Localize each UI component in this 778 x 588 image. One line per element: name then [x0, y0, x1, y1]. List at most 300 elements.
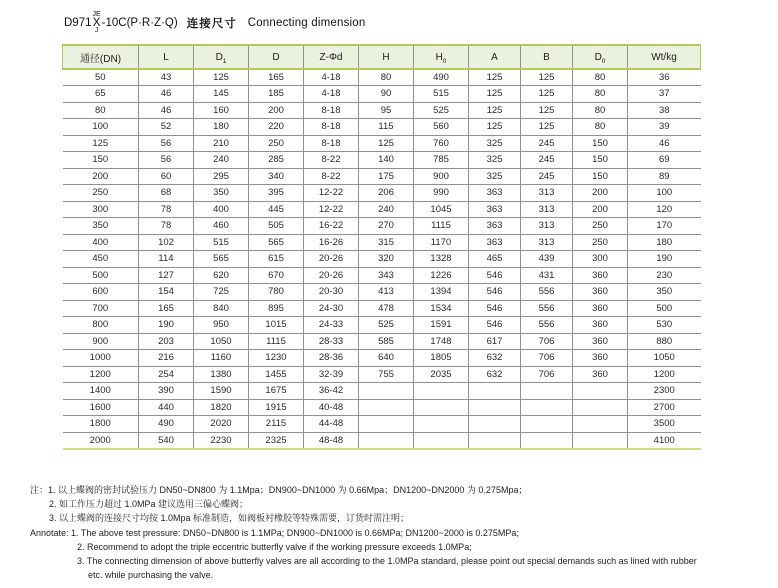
table-cell: 200 [63, 168, 139, 185]
table-row [63, 317, 701, 334]
table-cell: 515 [194, 234, 249, 251]
table-row [63, 86, 701, 103]
table-cell: 80 [573, 119, 628, 136]
table-cell: 100 [628, 185, 701, 202]
table-cell: 1590 [194, 383, 249, 400]
table-cell: 125 [469, 119, 521, 136]
table-cell: 165 [139, 300, 194, 317]
table-cell [469, 399, 521, 416]
table-cell: 1534 [414, 300, 469, 317]
table-cell: 706 [521, 333, 573, 350]
column-header: Z-Φd [304, 45, 359, 69]
table-cell: 125 [521, 119, 573, 136]
table-cell: 80 [63, 102, 139, 119]
table-cell [359, 383, 414, 400]
table-cell: 220 [249, 119, 304, 136]
table-cell: 325 [469, 152, 521, 169]
table-cell: 48-48 [304, 432, 359, 449]
table-cell: 1015 [249, 317, 304, 334]
table-cell: 102 [139, 234, 194, 251]
table-cell: 125 [469, 86, 521, 103]
note-line: 注：1. 以上蝶阀的密封试验压力 DN50~DN800 为 1.1Mpa；DN900~DN1000 为 0.66Mpa；DN1200~DN2000 为 0.275Mpa； [30, 485, 528, 495]
table-cell: 210 [194, 135, 249, 152]
table-cell [414, 432, 469, 449]
table-cell: 515 [414, 86, 469, 103]
table-cell: 1400 [63, 383, 139, 400]
table-cell: 203 [139, 333, 194, 350]
table-cell: 1915 [249, 399, 304, 416]
table-cell: 556 [521, 284, 573, 301]
table-cell: 115 [359, 119, 414, 136]
table-cell: 145 [194, 86, 249, 103]
table-cell: 46 [139, 86, 194, 103]
table-cell: 700 [63, 300, 139, 317]
table-cell: 175 [359, 168, 414, 185]
table-cell: 8-18 [304, 119, 359, 136]
table-cell: 565 [194, 251, 249, 268]
table-cell: 2020 [194, 416, 249, 433]
table-cell: 363 [469, 218, 521, 235]
table-cell: 127 [139, 267, 194, 284]
note-line: Annotate: 1. The above test pressure: DN50~DN800 is 1.1MPa; DN900~DN1000 is 0.66MPa; DN1200~2000 is 0.275MPa; [30, 527, 519, 538]
column-header: B [521, 45, 573, 69]
table-cell: 125 [521, 86, 573, 103]
table-cell: 150 [573, 135, 628, 152]
table-row [63, 135, 701, 152]
table-cell: 1591 [414, 317, 469, 334]
table-cell: 125 [521, 102, 573, 119]
table-cell: 350 [194, 185, 249, 202]
table-cell: 500 [628, 300, 701, 317]
table-cell: 20-30 [304, 284, 359, 301]
table-cell: 500 [63, 267, 139, 284]
column-header: $D_1$ [194, 45, 249, 69]
table-cell: 245 [521, 135, 573, 152]
table-cell: 185 [249, 86, 304, 103]
table-cell: 1000 [63, 350, 139, 367]
table-cell: 1045 [414, 201, 469, 218]
table-cell [359, 416, 414, 433]
page-title [64, 6, 366, 40]
table-cell: 490 [139, 416, 194, 433]
table-cell: 525 [359, 317, 414, 334]
table-cell: 245 [521, 152, 573, 169]
table-cell: 1328 [414, 251, 469, 268]
table-cell: 160 [194, 102, 249, 119]
table-cell: 95 [359, 102, 414, 119]
table-cell: 4-18 [304, 86, 359, 103]
table-row [63, 350, 701, 367]
table-cell: 60 [139, 168, 194, 185]
table-cell: 1455 [249, 366, 304, 383]
table-row [63, 218, 701, 235]
table-cell: 80 [573, 69, 628, 86]
table-cell: 395 [249, 185, 304, 202]
table-cell [359, 399, 414, 416]
table-cell [573, 383, 628, 400]
column-header: H [359, 45, 414, 69]
table-cell: 250 [249, 135, 304, 152]
table-cell: 900 [63, 333, 139, 350]
table-cell: 1748 [414, 333, 469, 350]
table-cell: 24-30 [304, 300, 359, 317]
table-cell: 706 [521, 350, 573, 367]
table-cell [469, 383, 521, 400]
table-cell: 450 [63, 251, 139, 268]
table-cell: 525 [414, 102, 469, 119]
table-cell: 360 [573, 267, 628, 284]
table-cell: 325 [469, 135, 521, 152]
table-row [63, 102, 701, 119]
table-cell: 125 [63, 135, 139, 152]
table-cell: 16-22 [304, 218, 359, 235]
table-cell: 250 [573, 234, 628, 251]
table-cell: 125 [469, 69, 521, 86]
table-cell: 439 [521, 251, 573, 268]
table-cell: 460 [194, 218, 249, 235]
table-cell: 43 [139, 69, 194, 86]
table-cell: 80 [573, 102, 628, 119]
table-cell [573, 399, 628, 416]
table-cell: 556 [521, 317, 573, 334]
table-cell: 565 [249, 234, 304, 251]
table-cell: 56 [139, 135, 194, 152]
table-cell: 1170 [414, 234, 469, 251]
table-cell: 78 [139, 201, 194, 218]
table-cell: 1800 [63, 416, 139, 433]
table-cell: 478 [359, 300, 414, 317]
table-cell [469, 416, 521, 433]
table-cell: 632 [469, 366, 521, 383]
title-model-prefix: D971 [64, 17, 92, 29]
table-cell [469, 432, 521, 449]
table-cell: 725 [194, 284, 249, 301]
table-cell: 785 [414, 152, 469, 169]
table-cell: 12-22 [304, 201, 359, 218]
table-cell: 38 [628, 102, 701, 119]
table-row [63, 152, 701, 169]
table-cell: 24-33 [304, 317, 359, 334]
table-cell: 216 [139, 350, 194, 367]
table-row [63, 168, 701, 185]
table-cell: 150 [573, 168, 628, 185]
table-cell: 1115 [249, 333, 304, 350]
notes-block [30, 483, 770, 582]
table-cell [573, 432, 628, 449]
table-cell: 56 [139, 152, 194, 169]
table-cell [359, 432, 414, 449]
table-cell: 1230 [249, 350, 304, 367]
table-cell [521, 399, 573, 416]
table-cell: 900 [414, 168, 469, 185]
table-cell [573, 416, 628, 433]
table-cell: 180 [194, 119, 249, 136]
table-cell: 990 [414, 185, 469, 202]
table-cell: 363 [469, 201, 521, 218]
table-cell: 360 [573, 333, 628, 350]
column-header: 通径(DN) [63, 45, 139, 69]
table-cell: 755 [359, 366, 414, 383]
table-cell: 140 [359, 152, 414, 169]
table-cell: 413 [359, 284, 414, 301]
table-cell: 546 [469, 300, 521, 317]
table-cell [521, 432, 573, 449]
column-header: A [469, 45, 521, 69]
table-cell: 313 [521, 218, 573, 235]
table-cell [414, 416, 469, 433]
table-cell: 165 [249, 69, 304, 86]
table-row [63, 383, 701, 400]
note-line: 2. Recommend to adopt the triple eccentric butterfly valve if the working pressure exceeds 1.0MPa; [77, 541, 472, 552]
table-cell: 2000 [63, 432, 139, 449]
table-cell: 150 [63, 152, 139, 169]
table-cell: 1050 [628, 350, 701, 367]
table-cell: 114 [139, 251, 194, 268]
table-header-row [63, 45, 701, 69]
table-cell: 80 [359, 69, 414, 86]
table-cell: 300 [63, 201, 139, 218]
table-cell: 240 [359, 201, 414, 218]
table-row [63, 69, 701, 86]
table-cell: 313 [521, 201, 573, 218]
table-row [63, 119, 701, 136]
column-header: $D_0$ [573, 45, 628, 69]
table-cell [521, 416, 573, 433]
table-cell: 445 [249, 201, 304, 218]
table-cell: 1600 [63, 399, 139, 416]
table-cell: 400 [194, 201, 249, 218]
table-cell: 250 [573, 218, 628, 235]
table-cell: 270 [359, 218, 414, 235]
table-cell: 325 [469, 168, 521, 185]
table-cell: 640 [359, 350, 414, 367]
table-cell: 80 [573, 86, 628, 103]
table-cell: 8-18 [304, 135, 359, 152]
table-cell: 431 [521, 267, 573, 284]
table-cell: 37 [628, 86, 701, 103]
table-cell: 556 [521, 300, 573, 317]
table-cell: 2230 [194, 432, 249, 449]
table-cell: 1200 [63, 366, 139, 383]
table-cell: 1050 [194, 333, 249, 350]
table-cell: 1160 [194, 350, 249, 367]
table-cell: 800 [63, 317, 139, 334]
table-cell: 190 [139, 317, 194, 334]
table-cell: 1805 [414, 350, 469, 367]
table-cell: 295 [194, 168, 249, 185]
title-model-variant-stack [93, 12, 101, 34]
table-cell: 44-48 [304, 416, 359, 433]
table-cell: 363 [469, 234, 521, 251]
table-cell: 240 [194, 152, 249, 169]
table-cell: 490 [414, 69, 469, 86]
title-model-suffix: -10C(P·R·Z·Q) [101, 17, 178, 29]
table-cell: 20-26 [304, 267, 359, 284]
table-row [63, 267, 701, 284]
table-cell: 8-18 [304, 102, 359, 119]
connecting-dimension-table [62, 44, 701, 450]
table-cell: 8-22 [304, 152, 359, 169]
table-cell: 840 [194, 300, 249, 317]
table-cell: 32-39 [304, 366, 359, 383]
table-cell: 125 [359, 135, 414, 152]
note-line: 3. The connecting dimension of above butterfly valves are all according to the 1.0MPa standard, please point out special demands such as lined with rubber [77, 556, 697, 567]
title-variant-mid: X [92, 17, 101, 29]
table-cell: 1675 [249, 383, 304, 400]
table-cell: 200 [573, 185, 628, 202]
table-cell: 360 [573, 317, 628, 334]
table-cell: 360 [573, 366, 628, 383]
table-cell: 360 [573, 350, 628, 367]
title-variant-bottom: J [94, 27, 99, 34]
table-cell [414, 383, 469, 400]
table-cell: 1380 [194, 366, 249, 383]
table-cell: 285 [249, 152, 304, 169]
table-cell: 1394 [414, 284, 469, 301]
table-cell: 400 [63, 234, 139, 251]
table-cell: 39 [628, 119, 701, 136]
table-cell: 36-42 [304, 383, 359, 400]
note-line: 3. 以上蝶阀的连接尺寸均按 1.0Mpa 标准制造，如阀板衬橡胶等特殊需要，订货时需注明； [49, 513, 410, 524]
table-cell: 615 [249, 251, 304, 268]
table-cell: 65 [63, 86, 139, 103]
title-subtitle-cn: 连接尺寸 [186, 18, 237, 30]
table-row [63, 185, 701, 202]
table-row [63, 201, 701, 218]
table-cell: 12-22 [304, 185, 359, 202]
table-cell: 350 [628, 284, 701, 301]
table-row [63, 234, 701, 251]
table-cell: 4100 [628, 432, 701, 449]
table-cell: 120 [628, 201, 701, 218]
table-cell: 950 [194, 317, 249, 334]
table-cell: 440 [139, 399, 194, 416]
column-header: D [249, 45, 304, 69]
table-cell: 560 [414, 119, 469, 136]
table-cell: 505 [249, 218, 304, 235]
column-header: L [139, 45, 194, 69]
table-cell: 50 [63, 69, 139, 86]
table-cell: 1820 [194, 399, 249, 416]
table-cell: 1226 [414, 267, 469, 284]
note-line: etc. while purchasing the valve. [88, 570, 214, 581]
table-cell: 46 [139, 102, 194, 119]
table-cell: 190 [628, 251, 701, 268]
table-cell: 546 [469, 284, 521, 301]
table-cell: 245 [521, 168, 573, 185]
table-cell: 125 [194, 69, 249, 86]
table-cell: 313 [521, 234, 573, 251]
table-cell: 206 [359, 185, 414, 202]
table-row [63, 284, 701, 301]
table-cell: 90 [359, 86, 414, 103]
table-cell: 350 [63, 218, 139, 235]
table-cell: 540 [139, 432, 194, 449]
table-cell: 706 [521, 366, 573, 383]
table-cell: 28-36 [304, 350, 359, 367]
table-cell: 2700 [628, 399, 701, 416]
table-cell: 530 [628, 317, 701, 334]
table-cell: 617 [469, 333, 521, 350]
table-cell: 8-22 [304, 168, 359, 185]
table-cell: 600 [63, 284, 139, 301]
column-header: $H_0$ [414, 45, 469, 69]
table-cell: 4-18 [304, 69, 359, 86]
table-cell: 180 [628, 234, 701, 251]
table-cell: 390 [139, 383, 194, 400]
table-cell: 343 [359, 267, 414, 284]
table-cell: 340 [249, 168, 304, 185]
table-cell: 1200 [628, 366, 701, 383]
table-cell: 78 [139, 218, 194, 235]
column-header: Wt/kg [628, 45, 701, 69]
table-cell: 320 [359, 251, 414, 268]
table-cell: 16-26 [304, 234, 359, 251]
table-cell [414, 399, 469, 416]
table-cell: 360 [573, 300, 628, 317]
table-cell: 68 [139, 185, 194, 202]
table-cell: 760 [414, 135, 469, 152]
table-row [63, 366, 701, 383]
table-cell: 363 [469, 185, 521, 202]
table-cell: 250 [63, 185, 139, 202]
title-subtitle-en: Connecting dimension [247, 17, 366, 29]
table-cell: 52 [139, 119, 194, 136]
table-cell: 28-33 [304, 333, 359, 350]
table-row [63, 399, 701, 416]
table-cell: 230 [628, 267, 701, 284]
table-cell: 546 [469, 267, 521, 284]
table-cell: 125 [521, 69, 573, 86]
table-cell: 46 [628, 135, 701, 152]
table-row [63, 432, 701, 449]
table-cell: 313 [521, 185, 573, 202]
table-cell: 2325 [249, 432, 304, 449]
note-line: 2. 如工作压力超过 1.0MPa 建议选用三偏心蝶阀； [49, 499, 249, 510]
table-cell: 1115 [414, 218, 469, 235]
title-variant-top: JE [92, 11, 101, 18]
table-cell: 36 [628, 69, 701, 86]
table-cell: 200 [249, 102, 304, 119]
table-cell: 154 [139, 284, 194, 301]
table-cell: 315 [359, 234, 414, 251]
table-cell: 3500 [628, 416, 701, 433]
table-cell: 895 [249, 300, 304, 317]
table-cell: 150 [573, 152, 628, 169]
table-cell: 620 [194, 267, 249, 284]
table-cell: 465 [469, 251, 521, 268]
table-cell: 546 [469, 317, 521, 334]
table-cell: 880 [628, 333, 701, 350]
table-cell: 40-48 [304, 399, 359, 416]
table-cell: 780 [249, 284, 304, 301]
table-cell: 89 [628, 168, 701, 185]
table-cell: 170 [628, 218, 701, 235]
table-cell: 2300 [628, 383, 701, 400]
table-row [63, 333, 701, 350]
table-cell: 69 [628, 152, 701, 169]
table-cell [521, 383, 573, 400]
table-cell: 2115 [249, 416, 304, 433]
table-cell: 20-26 [304, 251, 359, 268]
table-cell: 632 [469, 350, 521, 367]
table-cell: 300 [573, 251, 628, 268]
table-body [63, 69, 701, 449]
table-row [63, 300, 701, 317]
table-cell: 360 [573, 284, 628, 301]
table-row [63, 416, 701, 433]
table-cell: 200 [573, 201, 628, 218]
